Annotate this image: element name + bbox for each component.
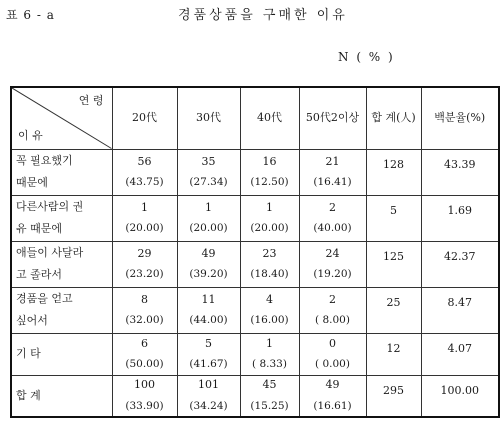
count-cell — [299, 333, 366, 375]
row-label: 합 계 — [16, 388, 41, 402]
percent-cell: 4.07 — [421, 333, 499, 375]
row-percent-value: (39.20) — [189, 268, 228, 281]
row-percent-value: (41.67) — [189, 358, 228, 371]
count-cell — [299, 375, 366, 417]
total-cell: 295 — [366, 375, 421, 417]
count-value: 2 — [329, 292, 336, 306]
count-cell — [177, 287, 240, 333]
column-header: 합 계(人) — [366, 87, 421, 149]
count-cell — [177, 149, 240, 195]
count-cell — [240, 375, 299, 417]
count-value: 4 — [266, 292, 273, 306]
count-cell — [240, 195, 299, 241]
row-label-cell — [11, 149, 112, 195]
table-row — [11, 195, 499, 241]
total-cell: 128 — [366, 149, 421, 195]
count-value: 1 — [266, 200, 273, 214]
count-value: 1 — [266, 336, 273, 350]
count-value: 11 — [201, 292, 216, 306]
row-percent-value: (15.25) — [250, 400, 289, 413]
row-label: 다른사람의 권 — [16, 200, 84, 214]
row-percent-value: (16.41) — [313, 176, 352, 189]
count-cell — [177, 375, 240, 417]
row-percent-value: (43.75) — [125, 176, 164, 189]
table-row — [11, 375, 499, 417]
column-header: 50代2이상 — [299, 87, 366, 149]
count-cell — [112, 195, 177, 241]
column-header: 백분율(%) — [421, 87, 499, 149]
row-percent-value: (32.00) — [125, 314, 164, 327]
row-percent-value: (20.00) — [250, 222, 289, 235]
column-header: 20代 — [112, 87, 177, 149]
row-percent-value: (44.00) — [189, 314, 228, 327]
row-percent-value: (20.00) — [125, 222, 164, 235]
row-label-cell — [11, 241, 112, 287]
count-cell — [299, 287, 366, 333]
row-percent-value: (18.40) — [250, 268, 289, 281]
row-percent-value: ( 0.00) — [315, 358, 350, 371]
count-cell — [240, 333, 299, 375]
count-value: 5 — [205, 336, 212, 350]
table-row — [11, 333, 499, 375]
row-label-cell — [11, 375, 112, 417]
total-cell: 5 — [366, 195, 421, 241]
count-cell — [112, 375, 177, 417]
row-label-continued: 싶어서 — [16, 314, 48, 327]
row-percent-value: (16.00) — [250, 314, 289, 327]
table-number-label: 표 6 - a — [6, 8, 55, 22]
count-cell — [177, 241, 240, 287]
row-label-cell — [11, 195, 112, 241]
row-label-continued: 때문에 — [16, 176, 48, 189]
count-value: 56 — [137, 154, 152, 168]
count-value: 29 — [137, 246, 152, 260]
count-value: 49 — [201, 246, 216, 260]
row-percent-value: (16.61) — [313, 400, 352, 413]
row-label: 꼭 필요했기 — [16, 154, 73, 168]
count-value: 2 — [329, 200, 336, 214]
count-value: 21 — [325, 154, 340, 168]
count-value: 16 — [262, 154, 277, 168]
total-cell: 25 — [366, 287, 421, 333]
row-percent-value: (40.00) — [313, 222, 352, 235]
row-label-continued: 고 졸라서 — [16, 268, 63, 281]
row-percent-value: (23.20) — [125, 268, 164, 281]
count-value: 49 — [325, 378, 340, 392]
row-label: 기 타 — [16, 347, 41, 361]
corner-age-label: 연 령 — [78, 94, 104, 107]
count-value: 35 — [201, 154, 216, 168]
percent-cell: 8.47 — [421, 287, 499, 333]
row-percent-value: (19.20) — [313, 268, 352, 281]
count-cell — [112, 287, 177, 333]
count-cell — [112, 241, 177, 287]
row-percent-value: (27.34) — [189, 176, 228, 189]
unit-label: N ( % ) — [338, 50, 395, 64]
count-cell — [240, 241, 299, 287]
row-percent-value: ( 8.33) — [252, 358, 287, 371]
count-cell — [112, 149, 177, 195]
count-cell — [240, 149, 299, 195]
count-value: 1 — [141, 200, 148, 214]
row-percent-value: (12.50) — [250, 176, 289, 189]
total-cell: 125 — [366, 241, 421, 287]
percent-cell: 1.69 — [421, 195, 499, 241]
survey-table — [10, 86, 500, 418]
column-header: 40代 — [240, 87, 299, 149]
count-cell — [177, 333, 240, 375]
column-header: 30代 — [177, 87, 240, 149]
corner-reason-label: 이 유 — [18, 128, 43, 142]
total-cell: 12 — [366, 333, 421, 375]
count-cell — [240, 287, 299, 333]
row-percent-value: (20.00) — [189, 222, 228, 235]
count-value: 100 — [134, 378, 155, 392]
percent-cell: 42.37 — [421, 241, 499, 287]
header-row — [11, 87, 499, 149]
count-value: 24 — [325, 246, 340, 260]
count-value: 1 — [205, 200, 212, 214]
table-row — [11, 149, 499, 195]
table-row — [11, 287, 499, 333]
percent-cell: 43.39 — [421, 149, 499, 195]
table-row — [11, 241, 499, 287]
row-label: 애들이 사달라 — [16, 246, 84, 260]
count-value: 0 — [329, 336, 336, 350]
count-value: 6 — [141, 336, 148, 350]
count-cell — [299, 195, 366, 241]
count-cell — [112, 333, 177, 375]
row-label-cell — [11, 333, 112, 375]
count-value: 23 — [262, 246, 277, 260]
corner-header-cell — [11, 87, 112, 149]
row-percent-value: (33.90) — [125, 400, 164, 413]
count-value: 45 — [262, 378, 277, 392]
count-cell — [299, 241, 366, 287]
percent-cell: 100.00 — [421, 375, 499, 417]
count-cell — [177, 195, 240, 241]
row-percent-value: (50.00) — [125, 358, 164, 371]
row-percent-value: (34.24) — [189, 400, 228, 413]
row-percent-value: ( 8.00) — [315, 314, 350, 327]
row-label-continued: 유 때문에 — [16, 222, 63, 235]
count-cell — [299, 149, 366, 195]
row-label: 경품을 얻고 — [16, 292, 73, 306]
table-title: 경품상품을 구매한 이유 — [178, 8, 348, 23]
count-value: 101 — [198, 378, 219, 392]
count-value: 8 — [141, 292, 148, 306]
row-label-cell — [11, 287, 112, 333]
